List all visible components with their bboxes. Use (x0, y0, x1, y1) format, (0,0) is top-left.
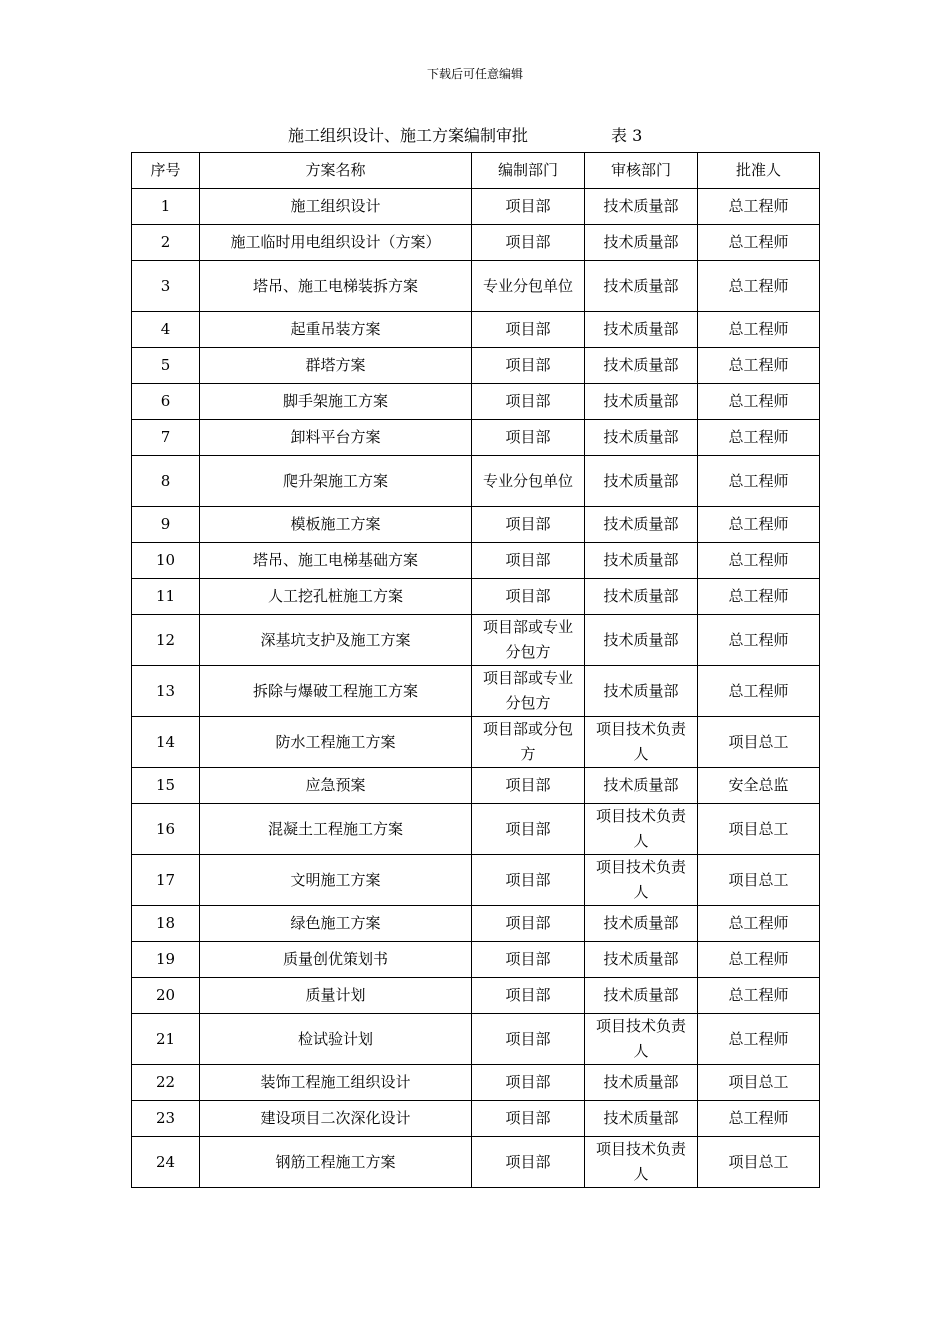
cell-approver: 总工程师 (698, 261, 820, 312)
cell-index: 7 (132, 420, 200, 456)
cell-review-dept: 技术质量部 (585, 261, 698, 312)
cell-plan-name: 绿色施工方案 (200, 906, 472, 942)
cell-index: 18 (132, 906, 200, 942)
table-row (132, 1065, 820, 1101)
table-row (132, 615, 820, 666)
cell-index: 1 (132, 189, 200, 225)
cell-review-dept: 项目技术负责人 (585, 855, 698, 906)
cell-author-dept: 项目部 (472, 804, 585, 855)
cell-author-dept: 项目部或分包方 (472, 717, 585, 768)
cell-index: 3 (132, 261, 200, 312)
cell-review-dept: 技术质量部 (585, 456, 698, 507)
cell-author-dept: 项目部 (472, 579, 585, 615)
cell-review-dept: 技术质量部 (585, 579, 698, 615)
cell-index: 12 (132, 615, 200, 666)
table-row (132, 1014, 820, 1065)
cell-plan-name: 质量创优策划书 (200, 942, 472, 978)
cell-author-dept: 项目部 (472, 768, 585, 804)
cell-index: 10 (132, 543, 200, 579)
cell-author-dept: 项目部或专业分包方 (472, 666, 585, 717)
cell-approver: 项目总工 (698, 717, 820, 768)
cell-review-dept: 技术质量部 (585, 1101, 698, 1137)
cell-approver: 项目总工 (698, 855, 820, 906)
cell-review-dept: 项目技术负责人 (585, 717, 698, 768)
cell-plan-name: 人工挖孔桩施工方案 (200, 579, 472, 615)
cell-approver: 总工程师 (698, 543, 820, 579)
cell-author-dept: 项目部 (472, 348, 585, 384)
column-header-review-dept: 审核部门 (585, 153, 698, 189)
table-row (132, 942, 820, 978)
cell-plan-name: 施工组织设计 (200, 189, 472, 225)
cell-index: 9 (132, 507, 200, 543)
table-row (132, 855, 820, 906)
cell-author-dept: 项目部 (472, 906, 585, 942)
cell-review-dept: 项目技术负责人 (585, 1137, 698, 1188)
cell-author-dept: 项目部或专业分包方 (472, 615, 585, 666)
table-row (132, 804, 820, 855)
cell-index: 6 (132, 384, 200, 420)
cell-approver: 项目总工 (698, 1137, 820, 1188)
cell-index: 5 (132, 348, 200, 384)
cell-review-dept: 技术质量部 (585, 615, 698, 666)
cell-author-dept: 项目部 (472, 420, 585, 456)
table-title (0, 123, 950, 145)
cell-author-dept: 项目部 (472, 1014, 585, 1065)
cell-author-dept: 项目部 (472, 978, 585, 1014)
cell-author-dept: 项目部 (472, 312, 585, 348)
cell-index: 15 (132, 768, 200, 804)
cell-review-dept: 技术质量部 (585, 189, 698, 225)
cell-approver: 总工程师 (698, 1014, 820, 1065)
cell-index: 19 (132, 942, 200, 978)
cell-index: 17 (132, 855, 200, 906)
cell-plan-name: 脚手架施工方案 (200, 384, 472, 420)
cell-plan-name: 施工临时用电组织设计（方案） (200, 225, 472, 261)
cell-author-dept: 项目部 (472, 855, 585, 906)
cell-plan-name: 拆除与爆破工程施工方案 (200, 666, 472, 717)
cell-plan-name: 检试验计划 (200, 1014, 472, 1065)
cell-approver: 总工程师 (698, 942, 820, 978)
cell-plan-name: 塔吊、施工电梯基础方案 (200, 543, 472, 579)
table-row (132, 507, 820, 543)
cell-index: 24 (132, 1137, 200, 1188)
table-row (132, 261, 820, 312)
cell-review-dept: 技术质量部 (585, 312, 698, 348)
cell-plan-name: 文明施工方案 (200, 855, 472, 906)
cell-review-dept: 项目技术负责人 (585, 804, 698, 855)
cell-approver: 项目总工 (698, 1065, 820, 1101)
cell-index: 8 (132, 456, 200, 507)
table-row (132, 225, 820, 261)
cell-plan-name: 群塔方案 (200, 348, 472, 384)
cell-author-dept: 专业分包单位 (472, 261, 585, 312)
cell-review-dept: 技术质量部 (585, 942, 698, 978)
table-row (132, 1101, 820, 1137)
cell-author-dept: 项目部 (472, 942, 585, 978)
cell-author-dept: 项目部 (472, 384, 585, 420)
column-header-approver: 批准人 (698, 153, 820, 189)
header-note: 下载后可任意编辑 (426, 67, 523, 81)
cell-approver: 总工程师 (698, 312, 820, 348)
cell-author-dept: 项目部 (472, 507, 585, 543)
cell-plan-name: 混凝土工程施工方案 (200, 804, 472, 855)
cell-approver: 总工程师 (698, 906, 820, 942)
cell-plan-name: 模板施工方案 (200, 507, 472, 543)
cell-plan-name: 起重吊装方案 (200, 312, 472, 348)
table-row (132, 768, 820, 804)
approval-table (131, 152, 820, 1188)
table-number: 表 3 (611, 126, 643, 145)
cell-approver: 项目总工 (698, 804, 820, 855)
table-body (132, 189, 820, 1188)
cell-review-dept: 技术质量部 (585, 384, 698, 420)
table-row (132, 348, 820, 384)
cell-review-dept: 技术质量部 (585, 225, 698, 261)
table-row (132, 456, 820, 507)
cell-approver: 总工程师 (698, 384, 820, 420)
cell-author-dept: 项目部 (472, 1065, 585, 1101)
column-header-plan-name: 方案名称 (200, 153, 472, 189)
cell-index: 11 (132, 579, 200, 615)
cell-approver: 总工程师 (698, 189, 820, 225)
table-row (132, 189, 820, 225)
table-row (132, 978, 820, 1014)
cell-review-dept: 技术质量部 (585, 507, 698, 543)
cell-index: 14 (132, 717, 200, 768)
cell-index: 4 (132, 312, 200, 348)
cell-review-dept: 技术质量部 (585, 348, 698, 384)
cell-plan-name: 爬升架施工方案 (200, 456, 472, 507)
cell-plan-name: 塔吊、施工电梯装拆方案 (200, 261, 472, 312)
cell-plan-name: 应急预案 (200, 768, 472, 804)
table-row (132, 543, 820, 579)
cell-plan-name: 卸料平台方案 (200, 420, 472, 456)
cell-index: 16 (132, 804, 200, 855)
table-row (132, 579, 820, 615)
cell-plan-name: 质量计划 (200, 978, 472, 1014)
cell-approver: 安全总监 (698, 768, 820, 804)
cell-approver: 总工程师 (698, 615, 820, 666)
cell-plan-name: 深基坑支护及施工方案 (200, 615, 472, 666)
cell-approver: 总工程师 (698, 1101, 820, 1137)
cell-plan-name: 装饰工程施工组织设计 (200, 1065, 472, 1101)
cell-approver: 总工程师 (698, 507, 820, 543)
column-header-index: 序号 (132, 153, 200, 189)
table-title-text: 施工组织设计、施工方案编制审批 (288, 126, 529, 145)
cell-author-dept: 专业分包单位 (472, 456, 585, 507)
cell-review-dept: 技术质量部 (585, 1065, 698, 1101)
cell-approver: 总工程师 (698, 579, 820, 615)
cell-review-dept: 技术质量部 (585, 666, 698, 717)
cell-plan-name: 建设项目二次深化设计 (200, 1101, 472, 1137)
cell-approver: 总工程师 (698, 225, 820, 261)
table-row (132, 312, 820, 348)
cell-index: 2 (132, 225, 200, 261)
cell-author-dept: 项目部 (472, 189, 585, 225)
cell-plan-name: 防水工程施工方案 (200, 717, 472, 768)
table-row (132, 420, 820, 456)
cell-index: 23 (132, 1101, 200, 1137)
table-row (132, 666, 820, 717)
cell-index: 21 (132, 1014, 200, 1065)
cell-index: 20 (132, 978, 200, 1014)
cell-review-dept: 技术质量部 (585, 420, 698, 456)
cell-author-dept: 项目部 (472, 543, 585, 579)
cell-review-dept: 技术质量部 (585, 906, 698, 942)
table-row (132, 717, 820, 768)
cell-approver: 总工程师 (698, 348, 820, 384)
cell-review-dept: 项目技术负责人 (585, 1014, 698, 1065)
cell-approver: 总工程师 (698, 978, 820, 1014)
cell-review-dept: 技术质量部 (585, 543, 698, 579)
cell-approver: 总工程师 (698, 420, 820, 456)
cell-index: 13 (132, 666, 200, 717)
table-header-row (132, 153, 820, 189)
cell-review-dept: 技术质量部 (585, 978, 698, 1014)
cell-author-dept: 项目部 (472, 1137, 585, 1188)
cell-author-dept: 项目部 (472, 1101, 585, 1137)
table-row (132, 1137, 820, 1188)
column-header-author-dept: 编制部门 (472, 153, 585, 189)
table-row (132, 384, 820, 420)
cell-approver: 总工程师 (698, 456, 820, 507)
table-row (132, 906, 820, 942)
cell-approver: 总工程师 (698, 666, 820, 717)
cell-index: 22 (132, 1065, 200, 1101)
cell-review-dept: 技术质量部 (585, 768, 698, 804)
cell-plan-name: 钢筋工程施工方案 (200, 1137, 472, 1188)
cell-author-dept: 项目部 (472, 225, 585, 261)
